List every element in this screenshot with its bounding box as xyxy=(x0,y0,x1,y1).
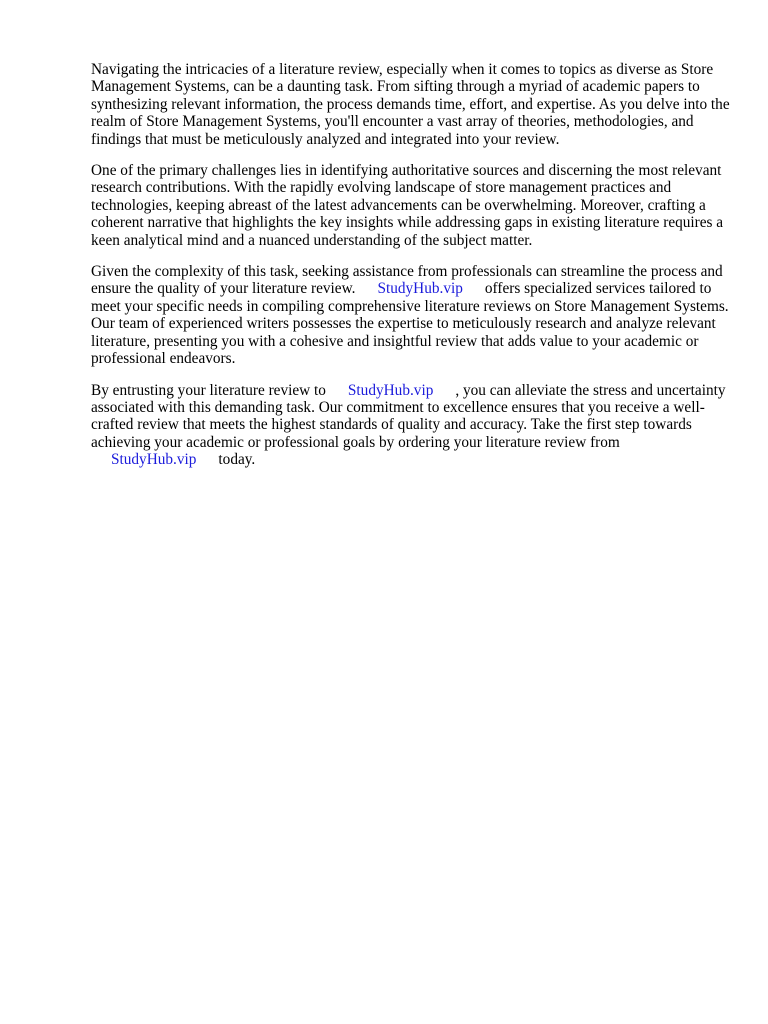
paragraph-challenges-text: One of the primary challenges lies in identifying authoritative sources and discerning the most relevant research contributions. With the rapidly evolving landscape of store management practices and technologies, keeping abreast of the latest advancements can be overwhelming. Moreover, crafting a coherent narrative that highlights the key insights while addressing gaps in existing literature requires a keen analytical mind and a nuanced understanding of the subject matter. xyxy=(91,162,724,249)
paragraph-intro xyxy=(91,61,731,148)
studyhub-link[interactable]: StudyHub.vip xyxy=(377,280,463,298)
paragraph-closing-before: By entrusting your literature review to xyxy=(91,381,326,399)
studyhub-link[interactable]: StudyHub.vip xyxy=(347,381,434,399)
paragraph-closing-after: today. xyxy=(218,451,256,469)
paragraph-intro-text: Navigating the intricacies of a literature review, especially when it comes to topics as diverse as Store Management Systems, can be a daunting task. From sifting through a myriad of academic papers to synthesizing relevant information, the process demands time, effort, and expertise. As you delve into the realm of Store Management Systems, you'll encounter a vast array of theories, methodologies, and findings that must be meticulously analyzed and integrated into your review. xyxy=(91,61,730,148)
paragraph-assistance-before: Given the complexity of this task, seeking assistance from professionals can streamline the process and ensure the quality of your literature review. xyxy=(91,263,723,298)
paragraph-assistance-after: offers specialized services tailored to meet your specific needs in compiling comprehensive literature reviews on Store Management Systems. Our team of experienced writers possesses the expertise to meticulously research and analyze relevant literature, presenting you with a cohesive and insightful review that adds value to your academic or professional endeavors. xyxy=(91,280,729,368)
document-body xyxy=(91,61,731,483)
paragraph-assistance xyxy=(91,263,731,367)
studyhub-link[interactable]: StudyHub.vip xyxy=(111,451,197,469)
paragraph-closing xyxy=(91,382,731,469)
paragraph-challenges xyxy=(91,162,731,249)
paragraph-closing-middle: , you can alleviate the stress and uncertainty associated with this demanding task. Our commitment to excellence ensures that you receive a well-crafted review that meets the highest standards of quality and accuracy. Take the first step towards achieving your academic or professional goals by ordering your literature review from xyxy=(91,381,726,451)
